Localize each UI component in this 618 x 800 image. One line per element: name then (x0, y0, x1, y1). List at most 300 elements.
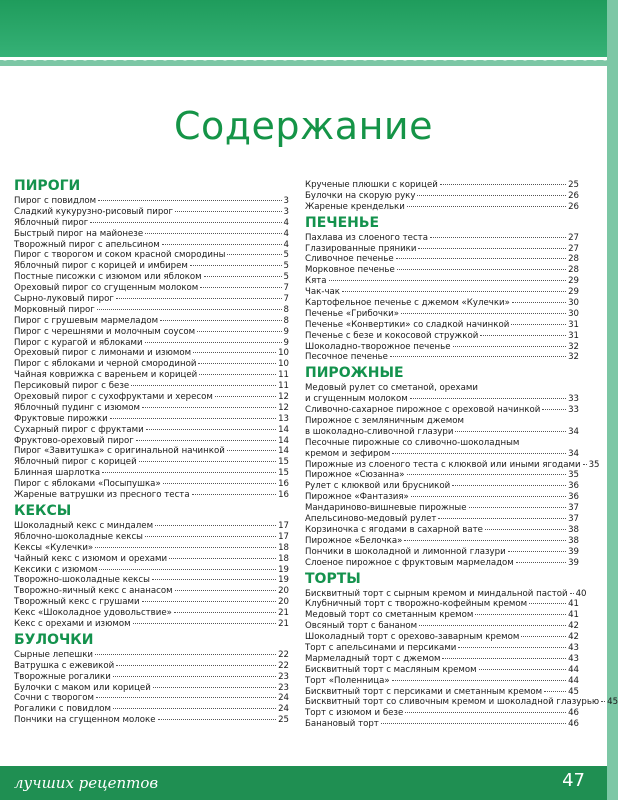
toc-entry[interactable] (14, 693, 289, 704)
toc-entry-title: Пончики на сгущенном молоке (14, 715, 156, 726)
toc-entry-page: 42 (568, 632, 579, 643)
toc-entry-title: Бисквитный торт со сливочным кремом и шоколадной глазурью (305, 697, 600, 708)
toc-entry-page: 18 (278, 542, 289, 553)
toc-entry[interactable] (14, 283, 289, 294)
toc-entry[interactable] (305, 470, 579, 481)
toc-entry-page: 22 (278, 649, 289, 660)
toc-entry-title: Крученые плюшки с корицей (305, 180, 438, 190)
toc-entry-title: Блинная шарлотка (14, 468, 101, 479)
toc-entry-page: 39 (568, 546, 579, 557)
toc-entry[interactable] (305, 320, 579, 331)
toc-entry-page: 17 (278, 531, 289, 542)
toc-entry[interactable] (305, 459, 600, 471)
toc-entry-page: 3 (283, 196, 289, 206)
toc-entry[interactable] (14, 479, 289, 490)
dot-leader (99, 569, 276, 570)
dot-leader (329, 280, 567, 281)
toc-entry[interactable] (305, 525, 579, 536)
toc-entry-page: 16 (278, 479, 289, 490)
dot-leader (174, 612, 276, 613)
toc-entry-page: 31 (568, 330, 579, 341)
toc-entry-page: 41 (568, 610, 579, 621)
dot-leader (407, 206, 566, 207)
toc-entry-title: Рулет с клюквой или брусникой (305, 481, 451, 492)
dot-leader (142, 407, 276, 408)
toc-entry-title: Торт с апельсинами и персиками (305, 642, 457, 653)
toc-entry-page: 11 (278, 370, 289, 381)
toc-entry-title: Сочни с творогом (14, 693, 95, 704)
toc-entry-title: Слоеное пирожное с фруктовым мармеладом (305, 557, 514, 568)
toc-entry-title: Картофельное печенье с джемом «Кулечки» (305, 298, 510, 309)
toc-entry[interactable] (14, 436, 289, 447)
toc-entry-page: 9 (283, 337, 289, 348)
toc-entry-page: 39 (568, 557, 579, 568)
toc-entry-title: Постные писожки с изюмом или яблоком (14, 272, 202, 283)
toc-entry-page: 23 (278, 682, 289, 693)
dot-leader (145, 233, 281, 234)
toc-entry[interactable] (14, 348, 289, 359)
dot-leader (136, 440, 276, 441)
toc-entry-title: Печенье «Конвертики» со сладкой начинкой (305, 319, 510, 330)
toc-entry-page: 35 (568, 470, 579, 481)
toc-entry-title: Корзиночка с ягодами в сахарной вате (305, 524, 483, 535)
dot-leader (469, 507, 567, 508)
toc-entry-title: Творожные рогалики (14, 671, 111, 682)
toc-entry-title: Песочные пирожные со сливочно-шоколадным (305, 437, 520, 448)
dot-leader (142, 601, 276, 602)
toc-entry-title: Мандариново-вишневые пирожные (305, 503, 467, 514)
toc-entry[interactable] (14, 650, 289, 661)
dot-leader (381, 723, 566, 724)
dot-leader (133, 623, 276, 624)
toc-entry-title: Персиковый пирог с безе (14, 381, 130, 392)
toc-entry-title: Пончики в шоколадной и лимонной глазури (305, 546, 506, 557)
dot-leader (116, 665, 276, 666)
toc-entry[interactable] (305, 621, 579, 632)
toc-entry[interactable] (14, 554, 289, 565)
toc-entry-title: Творожно-шоколадные кексы (14, 575, 150, 586)
toc-entry-page: 38 (568, 535, 579, 546)
toc-entry-title: Медовый рулет со сметаной, орехами (305, 383, 478, 394)
dot-leader (419, 625, 566, 626)
toc-entry-page: 17 (278, 520, 289, 531)
toc-entry[interactable] (14, 608, 289, 619)
dot-leader (227, 450, 276, 451)
dot-leader (475, 614, 566, 615)
toc-entry-page: 35 (588, 459, 600, 470)
section-heading: БУЛОЧКИ (14, 631, 94, 648)
dot-leader (113, 676, 276, 677)
toc-entry-page: 29 (568, 276, 579, 287)
toc-entry[interactable] (14, 565, 289, 576)
toc-entry-title: Печенье «Грибочки» (305, 308, 400, 319)
toc-entry[interactable] (305, 244, 579, 255)
dot-leader (113, 708, 276, 709)
toc-entry[interactable] (305, 405, 579, 416)
toc-entry[interactable] (14, 521, 289, 532)
toc-entry-page: 7 (283, 294, 289, 305)
toc-entry[interactable] (305, 632, 579, 643)
dot-leader (521, 636, 566, 637)
toc-entry-page: 10 (278, 348, 289, 359)
toc-entry[interactable] (305, 202, 579, 213)
toc-left-column (14, 176, 289, 726)
toc-entry[interactable] (305, 654, 579, 665)
dot-leader (401, 313, 566, 314)
toc-entry[interactable] (305, 449, 579, 460)
dot-leader (508, 551, 566, 552)
dot-leader (155, 525, 276, 526)
toc-entry[interactable] (14, 316, 289, 327)
toc-entry-page: 20 (278, 586, 289, 597)
toc-entry-page: 15 (278, 468, 289, 479)
toc-entry[interactable] (305, 687, 579, 698)
toc-entry-page: 29 (568, 287, 579, 298)
dot-leader (601, 701, 605, 702)
toc-entry[interactable] (14, 272, 289, 283)
toc-entry[interactable] (14, 446, 289, 457)
toc-entry-title: Пахлава из слоеного теста (305, 232, 428, 243)
toc-entry-page: 4 (283, 217, 289, 228)
toc-entry-title: Фруктовые пирожки (14, 413, 108, 424)
toc-entry-title: Яблочный пирог с корицей (14, 457, 137, 468)
toc-entry[interactable] (14, 207, 289, 218)
toc-entry-page: 22 (278, 660, 289, 671)
dot-leader (411, 496, 566, 497)
toc-entry[interactable] (14, 490, 289, 501)
toc-entry[interactable] (305, 180, 579, 191)
toc-entry-title: Медовый торт со сметанным кремом (305, 610, 474, 621)
toc-entry[interactable] (14, 597, 289, 608)
toc-entry[interactable] (305, 514, 579, 525)
toc-entry[interactable] (14, 414, 289, 425)
toc-entry[interactable] (305, 416, 579, 427)
toc-entry[interactable] (14, 586, 289, 597)
dot-leader (480, 335, 566, 336)
toc-entry[interactable] (305, 438, 579, 449)
dot-leader (192, 494, 276, 495)
toc-entry-title: Пирожное «Сюзанна» (305, 470, 405, 481)
toc-entry-title: Творожный пирог с апельсином (14, 239, 160, 250)
toc-entry-page: 10 (278, 359, 289, 370)
toc-entry-title: Морковный пирог (14, 304, 95, 315)
dot-leader (542, 409, 566, 410)
toc-entry-page: 41 (568, 599, 579, 610)
toc-entry-page: 13 (278, 413, 289, 424)
toc-entry[interactable] (305, 191, 579, 202)
toc-entry[interactable] (305, 383, 579, 394)
toc-entry-title: Жареные крендельки (305, 201, 405, 212)
section-heading: ПИРОГИ (14, 178, 81, 194)
dot-leader (198, 363, 276, 364)
toc-entry[interactable] (14, 305, 289, 316)
toc-entry-page: 30 (568, 298, 579, 309)
toc-entry[interactable] (14, 403, 289, 414)
toc-entry-page: 5 (283, 261, 289, 272)
toc-entry-title: Пирог с яблоками и черной смородиной (14, 359, 197, 370)
toc-entry-page: 11 (278, 381, 289, 392)
toc-entry-page: 16 (278, 490, 289, 501)
toc-entry-title: Пирог с черешнями и молочным соусом (14, 326, 196, 337)
toc-entry-title: Ореховый пирог с сухофруктами и хересом (14, 392, 213, 403)
toc-entry-page: 28 (568, 254, 579, 265)
toc-entry[interactable] (14, 327, 289, 338)
dot-leader (430, 237, 566, 238)
dot-leader (410, 398, 566, 399)
toc-entry-page: 26 (568, 201, 579, 212)
toc-entry-page: 37 (568, 503, 579, 514)
toc-entry[interactable] (14, 338, 289, 349)
toc-entry[interactable] (305, 352, 579, 363)
toc-entry-page: 15 (278, 457, 289, 468)
toc-entry[interactable] (305, 558, 579, 569)
toc-entry[interactable] (305, 697, 618, 708)
toc-entry[interactable] (14, 381, 289, 392)
dot-leader (215, 396, 276, 397)
toc-entry-title: Мармеладный торт с джемом (305, 653, 441, 664)
toc-entry-page: 36 (568, 492, 579, 503)
toc-entry[interactable] (14, 196, 289, 207)
toc-entry-title: Пирожное «Фантазия» (305, 492, 409, 503)
toc-entry[interactable] (14, 532, 289, 543)
toc-entry-page: 44 (568, 675, 579, 686)
toc-entry[interactable] (305, 643, 579, 654)
toc-entry-title: Сливочное печенье (305, 254, 394, 265)
toc-entry[interactable] (14, 619, 289, 630)
toc-entry[interactable] (305, 610, 579, 621)
toc-entry-page: 19 (278, 575, 289, 586)
toc-entry-title: в шоколадно-сливочной глазури (305, 426, 454, 437)
dot-leader (438, 518, 566, 519)
toc-entry[interactable] (305, 719, 579, 730)
toc-entry-title: Морковное печенье (305, 265, 395, 276)
toc-entry-title: Шоколадно-творожное печенье (305, 341, 451, 352)
dot-leader (158, 719, 277, 720)
dot-leader (485, 529, 566, 530)
toc-entry[interactable] (14, 672, 289, 683)
dot-leader (200, 287, 281, 288)
toc-entry[interactable] (14, 661, 289, 672)
toc-entry[interactable] (14, 425, 289, 436)
dot-leader (175, 211, 281, 212)
toc-entry-page: 46 (568, 708, 579, 719)
toc-entry[interactable] (305, 708, 579, 719)
toc-entry-page: 18 (278, 553, 289, 564)
toc-entry-title: Пирог с повидлом (14, 196, 97, 206)
toc-entry-page: 14 (278, 424, 289, 435)
toc-entry-page: 34 (568, 448, 579, 459)
dot-leader (116, 298, 282, 299)
toc-entry-page: 7 (283, 283, 289, 294)
dot-leader (199, 374, 276, 375)
section-heading: ТОРТЫ (305, 570, 361, 587)
toc-entry-title: Шоколадный торт с орехово-заварным кремом (305, 632, 520, 643)
toc-entry-title: Булочки на скорую руку (305, 190, 416, 201)
dot-leader (90, 222, 281, 223)
toc-entry[interactable] (305, 394, 579, 405)
toc-entry-title: Бисквитный торт с сырным кремом и миндальной пастой (305, 588, 568, 599)
toc-entry-title: Сладкий кукурузно-рисовый пирог (14, 206, 174, 217)
toc-entry-title: Кекс с орехами и изюмом (14, 618, 131, 629)
toc-entry[interactable] (305, 254, 579, 265)
dot-leader (95, 654, 276, 655)
toc-entry[interactable] (305, 331, 579, 342)
dot-leader (442, 658, 566, 659)
toc-entry-title: Пирожные из слоеного теста с клюквой или иными ягодами (305, 459, 581, 470)
toc-entry[interactable] (305, 481, 579, 492)
dot-leader (516, 562, 566, 563)
dot-leader (544, 691, 566, 692)
toc-entry-title: Пирог с курагой и яблоками (14, 337, 143, 348)
toc-entry[interactable] (14, 250, 289, 261)
toc-entry-title: Яблочный пирог с корицей и имбирем (14, 261, 188, 272)
toc-entry-page: 33 (568, 405, 579, 416)
toc-entry-page: 30 (568, 308, 579, 319)
dot-leader (418, 248, 566, 249)
dot-leader (452, 485, 566, 486)
toc-entry[interactable] (14, 392, 289, 403)
toc-entry[interactable] (305, 298, 579, 309)
dot-leader (479, 669, 566, 670)
dot-leader (98, 200, 281, 201)
toc-entry[interactable] (14, 683, 289, 694)
toc-right-column (305, 180, 618, 730)
dot-leader (390, 356, 566, 357)
toc-entry[interactable] (305, 665, 579, 676)
dot-leader (139, 461, 276, 462)
toc-entry[interactable] (14, 359, 289, 370)
toc-entry[interactable] (14, 261, 289, 272)
toc-entry-page: 12 (278, 392, 289, 403)
toc-entry[interactable] (305, 536, 579, 547)
toc-entry-title: Бисквитный торт с масляным кремом (305, 664, 477, 675)
toc-entry-page: 14 (278, 446, 289, 457)
dot-leader (193, 352, 276, 353)
toc-entry-title: и сгущенным молоком (305, 394, 408, 405)
toc-entry-title: Чайная коврижка с вареньем и корицей (14, 370, 198, 381)
toc-entry-page: 9 (283, 326, 289, 337)
dot-leader (440, 184, 566, 185)
toc-entry-title: Яблочный пудинг с изюмом (14, 402, 140, 413)
toc-entry[interactable] (14, 468, 289, 479)
toc-entry-title: Фруктово-ореховый пирог (14, 435, 134, 446)
toc-entry-title: Ватрушка с ежевикой (14, 660, 115, 671)
toc-entry-page: 21 (278, 608, 289, 619)
toc-entry-title: Сырные лепешки (14, 649, 93, 660)
toc-entry[interactable] (14, 370, 289, 381)
toc-entry[interactable] (305, 287, 579, 298)
toc-entry-title: Кексики с изюмом (14, 564, 98, 575)
toc-entry-title: Овсяный торт с бананом (305, 621, 418, 632)
toc-entry-page: 40 (575, 588, 587, 599)
toc-entry-title: Пирог с грушевым мармеладом (14, 315, 159, 326)
toc-entry[interactable] (305, 503, 579, 514)
dot-leader (512, 302, 566, 303)
toc-entry-page: 32 (568, 341, 579, 352)
toc-entry-page: 38 (568, 524, 579, 535)
toc-entry-page: 33 (568, 394, 579, 405)
toc-entry-page: 46 (568, 719, 579, 730)
toc-entry-page: 4 (283, 239, 289, 250)
toc-entry[interactable] (305, 427, 579, 438)
toc-entry[interactable] (305, 547, 579, 558)
toc-entry-title: Чайный кекс с изюмом и орехами (14, 553, 168, 564)
toc-entry[interactable] (14, 240, 289, 251)
toc-entry-title: Ореховый пирог со сгущенным молоком (14, 283, 199, 294)
toc-entry[interactable] (305, 276, 579, 287)
section-heading: КЕКСЫ (14, 502, 72, 519)
toc-entry[interactable] (14, 457, 289, 468)
dot-leader (570, 593, 574, 594)
dot-leader (204, 276, 282, 277)
dot-leader (407, 474, 567, 475)
toc-entry-title: кремом и зефиром (305, 448, 391, 459)
toc-entry[interactable] (305, 265, 579, 276)
toc-entry[interactable] (305, 599, 579, 610)
toc-entry-page: 14 (278, 435, 289, 446)
toc-entry-title: Творожно-яичный кекс с ананасом (14, 586, 173, 597)
toc-entry[interactable] (14, 218, 289, 229)
toc-entry-page: 5 (283, 250, 289, 261)
toc-entry-page: 24 (278, 704, 289, 715)
dot-leader (342, 291, 566, 292)
toc-entry[interactable] (305, 588, 587, 600)
toc-entry[interactable] (305, 342, 579, 353)
toc-entry[interactable] (14, 543, 289, 554)
toc-entry[interactable] (14, 715, 289, 726)
toc-entry-title: Апельсиново-медовый рулет (305, 514, 437, 525)
dot-leader (227, 254, 281, 255)
toc-entry-title: Клубничный торт с творожно-кофейным кремом (305, 599, 528, 610)
toc-entry-page: 8 (283, 304, 289, 315)
toc-entry-title: Сухарный пирог с фруктами (14, 424, 144, 435)
toc-entry-page: 45 (607, 697, 618, 708)
toc-entry[interactable] (305, 233, 579, 244)
toc-entry[interactable] (14, 294, 289, 305)
lace-border (0, 57, 607, 66)
toc-entry-page: 36 (568, 481, 579, 492)
toc-entry-page: 20 (278, 597, 289, 608)
toc-entry[interactable] (14, 229, 289, 240)
dot-leader (455, 431, 566, 432)
dot-leader (110, 418, 276, 419)
toc-entry[interactable] (305, 492, 579, 503)
toc-entry-page: 4 (283, 228, 289, 239)
dot-leader (405, 712, 566, 713)
toc-entry-page: 34 (568, 426, 579, 437)
toc-entry[interactable] (14, 704, 289, 715)
toc-entry[interactable] (305, 676, 579, 687)
toc-entry-page: 31 (568, 319, 579, 330)
toc-entry-title: Чак-чак (305, 287, 340, 298)
dot-leader (392, 680, 566, 681)
toc-entry-title: Банановый торт (305, 719, 379, 730)
dot-leader (417, 195, 566, 196)
toc-entry-title: Песочное печенье (305, 352, 388, 363)
toc-entry-title: Пирожное «Белочка» (305, 535, 403, 546)
toc-entry-title: Быстрый пирог на майонезе (14, 228, 144, 239)
toc-entry[interactable] (14, 575, 289, 586)
toc-entry-title: Пирожное с земляничным джемом (305, 416, 464, 427)
toc-entry-page: 21 (278, 618, 289, 629)
toc-entry-title: Торт «Поленница» (305, 675, 390, 686)
dot-leader (197, 331, 281, 332)
toc-entry-page: 5 (283, 272, 289, 283)
toc-entry-page: 25 (278, 715, 289, 726)
toc-entry[interactable] (305, 309, 579, 320)
toc-entry-title: Рогалики с повидлом (14, 704, 111, 715)
page-title: Содержание (174, 104, 433, 148)
